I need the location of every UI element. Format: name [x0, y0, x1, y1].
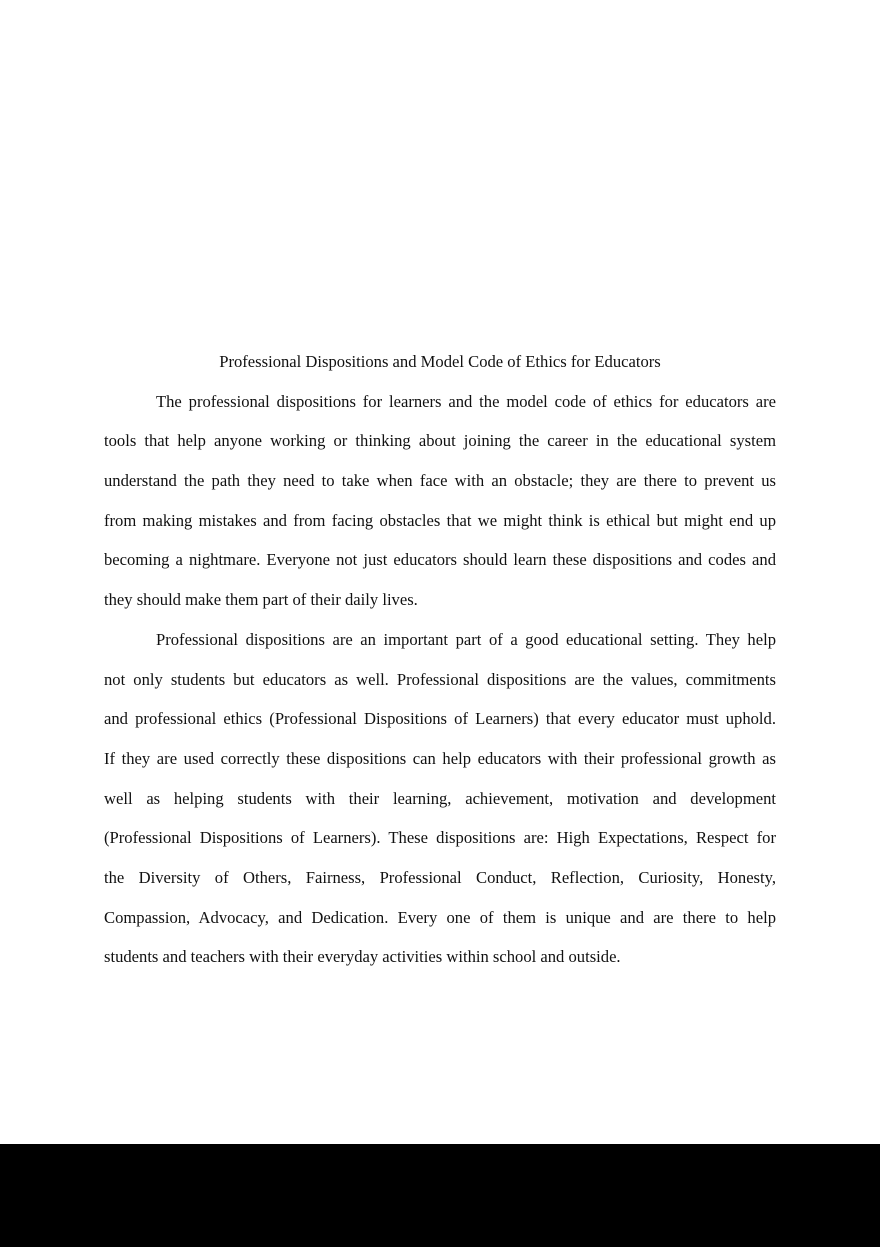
bottom-black-bar [0, 1144, 880, 1247]
paragraph-line: If they are used correctly these dispositions can help educators with their professional growth as [104, 748, 776, 768]
paragraph-line: (Professional Dispositions of Learners). These dispositions are: High Expectations, Respect for [104, 828, 776, 848]
paragraph-line: becoming a nightmare. Everyone not just educators should learn these dispositions and codes and [104, 550, 776, 570]
document-title: Professional Dispositions and Model Code of Ethics for Educators [219, 352, 661, 371]
paragraph-2 [104, 625, 776, 982]
paragraph-line: Compassion, Advocacy, and Dedication. Every one of them is unique and are there to help [104, 907, 776, 927]
paragraph-line: the Diversity of Others, Fairness, Professional Conduct, Reflection, Curiosity, Honesty, [104, 867, 776, 887]
paragraph-line: they should make them part of their daily lives. [104, 590, 418, 610]
paragraph-line: understand the path they need to take when face with an obstacle; they are there to prevent us [104, 471, 776, 491]
document-body [104, 347, 776, 982]
paragraph-line: tools that help anyone working or thinking about joining the career in the educational system [104, 431, 776, 451]
paragraph-line: from making mistakes and from facing obstacles that we might think is ethical but might end up [104, 510, 776, 530]
paragraph-1 [104, 387, 776, 625]
paragraph-line: The professional dispositions for learners and the model code of ethics for educators are [156, 391, 776, 411]
paragraph-line: well as helping students with their learning, achievement, motivation and development [104, 788, 776, 808]
paragraph-line: students and teachers with their everyday activities within school and outside. [104, 947, 621, 967]
paragraph-line: Professional dispositions are an important part of a good educational setting. They help [156, 629, 776, 649]
paragraph-line: and professional ethics (Professional Dispositions of Learners) that every educator must uphold. [104, 709, 776, 729]
paragraph-line: not only students but educators as well. Professional dispositions are the values, commitments [104, 669, 776, 689]
